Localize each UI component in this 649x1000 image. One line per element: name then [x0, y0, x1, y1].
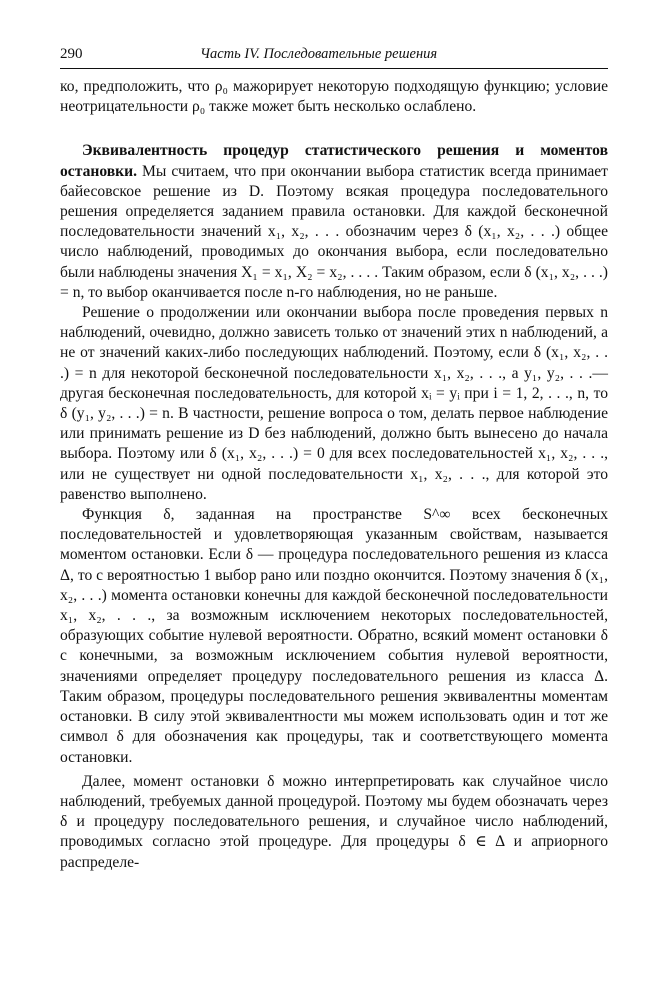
book-page — [60, 44, 608, 873]
paragraph-text: Функция δ, заданная на пространстве S^∞ всех бесконечных последовательностей и удовлетворяющая указанным свойствам, называется моментом остановки. Если δ — процедура последовательного решения из класса Δ, то с вероятностью 1 выбор рано или поздно окончится. Поэтому значения δ (x₁, x₂, . . .) момента остановки конечны для каждой бесконечной последовательности x₁, x₂, . . ., за возможным исключением некоторых последовательностей, образующих событие нулевой вероятности. Обратно, всякий момент остановки δ с конечными, за возможным исключением события нулевой вероятности, значениями определяет процедуру последовательного решения из класса Δ. Таким образом, процедуры последовательного решения эквивалентны моментам остановки. В силу этой эквивалентности мы можем использовать один и тот же символ δ для обозначения как процедуры, так и соответствующего момента остановки. — [60, 506, 608, 766]
paragraph-text: Решение о продолжении или окончании выбора после проведения первых n наблюдений, очевидно, должно зависеть только от значений этих n наблюдений, а не от значений каких-либо последующих наблюдений. Поэтому, если δ (x₁, x₂, . . .) = n для некоторой бесконечной последовательности x₁, x₂, . . ., а y₁, y₂, . . .— другая бесконечная последовательность, для которой xᵢ = yᵢ при i = 1, 2, . . ., n, то δ (y₁, y₂, . . .) = n. В частности, решение вопроса о том, делать первое наблюдение или принимать решение из D без наблюдений, должно быть вынесено до начала выбора. Поэтому или δ (x₁, x₂, . . .) = 0 для всех последовательностей x₁, x₂, . . ., или не существует ни одной последовательности x₁, x₂, . . ., для которой это равенство выполнено. — [60, 304, 608, 503]
section-heading: Эквивалентность процедур статистического решения и моментов остановки. — [60, 142, 608, 180]
paragraph-continuation — [60, 77, 608, 117]
paragraph-text: ко, предположить, что ρ₀ мажорирует некоторую подходящую функцию; условие неотрицательности ρ₀ также может быть несколько ослаблено. — [60, 78, 608, 116]
paragraph-text: Далее, момент остановки δ можно интерпретировать как случайное число наблюдений, требуемых данной процедурой. Поэтому мы будем обозначать через δ и процедуру последовательного решения, и случайное число наблюдений, проводимых согласно этой процедуре. Для процедуры δ ∈ Δ и априорного распределе- — [60, 772, 608, 871]
paragraph-decision-continuation — [60, 303, 608, 505]
page-number: 290 — [60, 46, 83, 62]
paragraph-random-observations — [60, 772, 608, 873]
paragraph-stopping-time — [60, 505, 608, 768]
page-body — [60, 77, 608, 873]
paragraph-text: Мы считаем, что при окончании выбора статистик всегда принимает байесовское решение из D. Поэтому всякая процедура последовательного решения определяется заданием правила остановки. Для каждой бесконечной последовательности значений x₁, x₂, . . . обозначим через δ (x₁, x₂, . . .) общее число наблюдений, проводимых до окончания выбора, если последовательно были наблюдены значения X₁ = x₁, X₂ = x₂, . . . . Таким образом, если δ (x₁, x₂, . . .) = n, то выбор оканчивается после n-го наблюдения, но не раньше. — [60, 162, 608, 301]
paragraph-equivalence-section — [60, 141, 608, 303]
page-header — [60, 44, 608, 69]
running-head: Часть IV. Последовательные решения — [200, 46, 438, 62]
